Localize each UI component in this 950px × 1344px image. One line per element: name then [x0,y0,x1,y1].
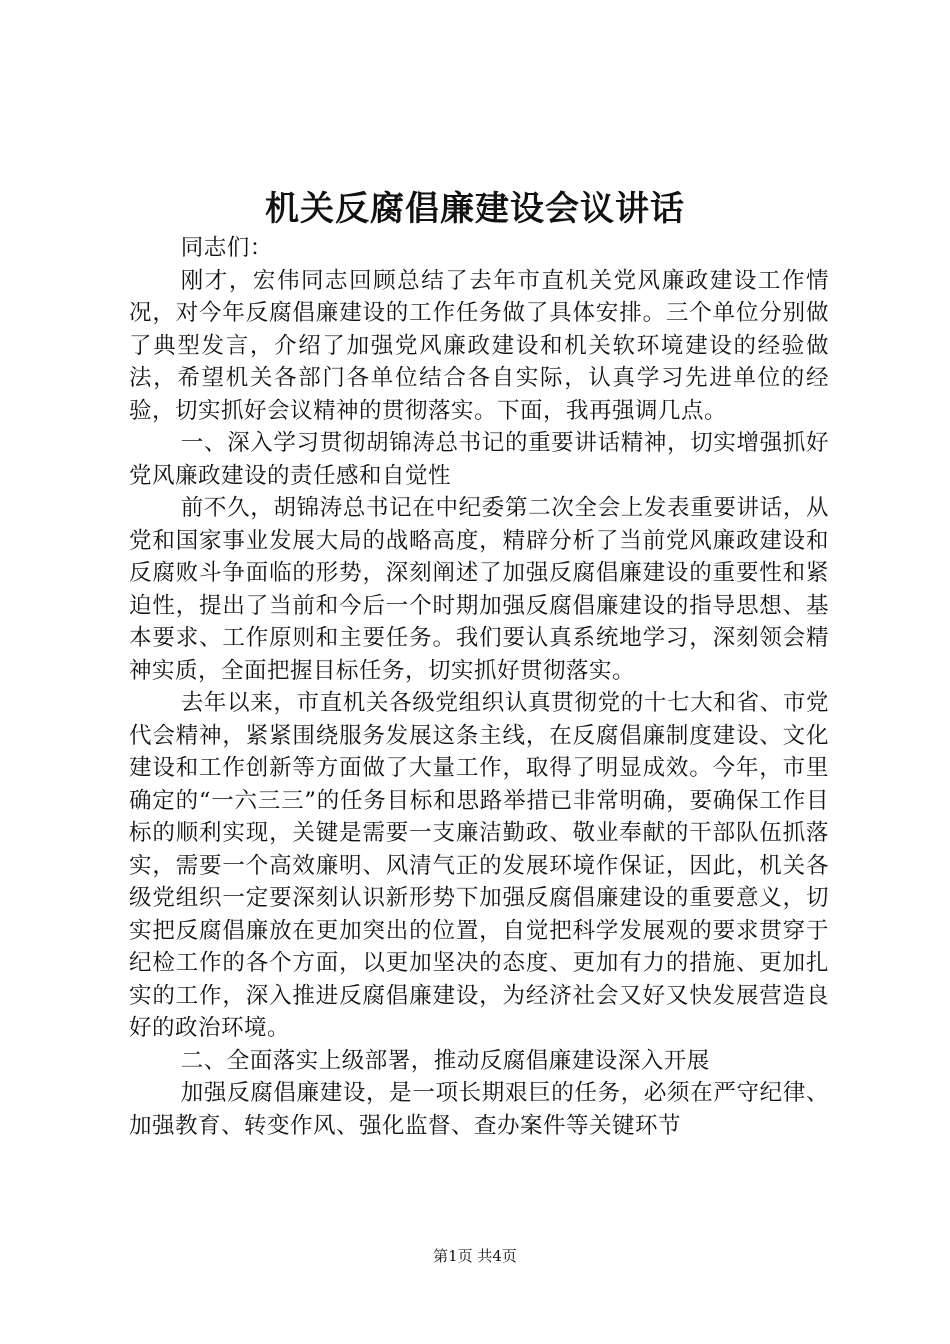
document-title: 机关反腐倡廉建设会议讲话 [265,189,685,229]
paragraph-section-1-a: 前不久，胡锦涛总书记在中纪委第二次全会上发表重要讲话，从党和国家事业发展大局的战略高度，精辟分析了当前党风廉政建设和反腐败斗争面临的形势，深刻阐述了加强反腐倡廉建设的重要性和紧迫性，提出了当前和今后一个时期加强反腐倡廉建设的指导思想、基本要求、工作原则和主要任务。我们要认真系统地学习，深刻领会精神实质，全面把握目标任务，切实抓好贯彻落实。 [129,495,829,684]
document-body [129,232,829,1142]
page-indicator: 第1页 共4页 [433,1247,517,1265]
page-footer [0,1246,950,1266]
paragraph-section-2-a: 加强反腐倡廉建设，是一项长期艰巨的任务，必须在严守纪律、加强教育、转变作风、强化监督、查办案件等关键环节 [129,1080,829,1139]
section-heading-1: 一、深入学习贯彻胡锦涛总书记的重要讲话精神，切实增强抓好党风廉政建设的责任感和自觉性 [129,430,829,489]
section-heading-2: 二、全面落实上级部署，推动反腐倡廉建设深入开展 [180,1047,710,1074]
paragraph-intro: 刚才，宏伟同志回顾总结了去年市直机关党风廉政建设工作情况，对今年反腐倡廉建设的工作任务做了具体安排。三个单位分别做了典型发言，介绍了加强党风廉政建设和机关软环境建设的经验做法，希望机关各部门各单位结合各自实际，认真学习先进单位的经验，切实抓好会议精神的贯彻落实。下面，我再强调几点。 [129,267,829,424]
paragraph-section-1-b: 去年以来，市直机关各级党组织认真贯彻党的十七大和省、市党代会精神，紧紧围绕服务发展这条主线，在反腐倡廉制度建设、文化建设和工作创新等方面做了大量工作，取得了明显成效。今年，市里确定的“一六三三”的任务目标和思路举措已非常明确，要确保工作目标的顺利实现，关键是需要一支廉洁勤政、敬业奉献的干部队伍抓落实，需要一个高效廉明、风清气正的发展环境作保证，因此，机关各级党组织一定要深刻认识新形势下加强反腐倡廉建设的重要意义，切实把反腐倡廉放在更加突出的位置，自觉把科学发展观的要求贯穿于纪检工作的各个方面，以更加坚决的态度、更加有力的措施、更加扎实的工作，深入推进反腐倡廉建设，为经济社会又好又快发展营造良好的政治环境。 [129,690,829,1041]
salutation: 同志们： [180,235,273,261]
